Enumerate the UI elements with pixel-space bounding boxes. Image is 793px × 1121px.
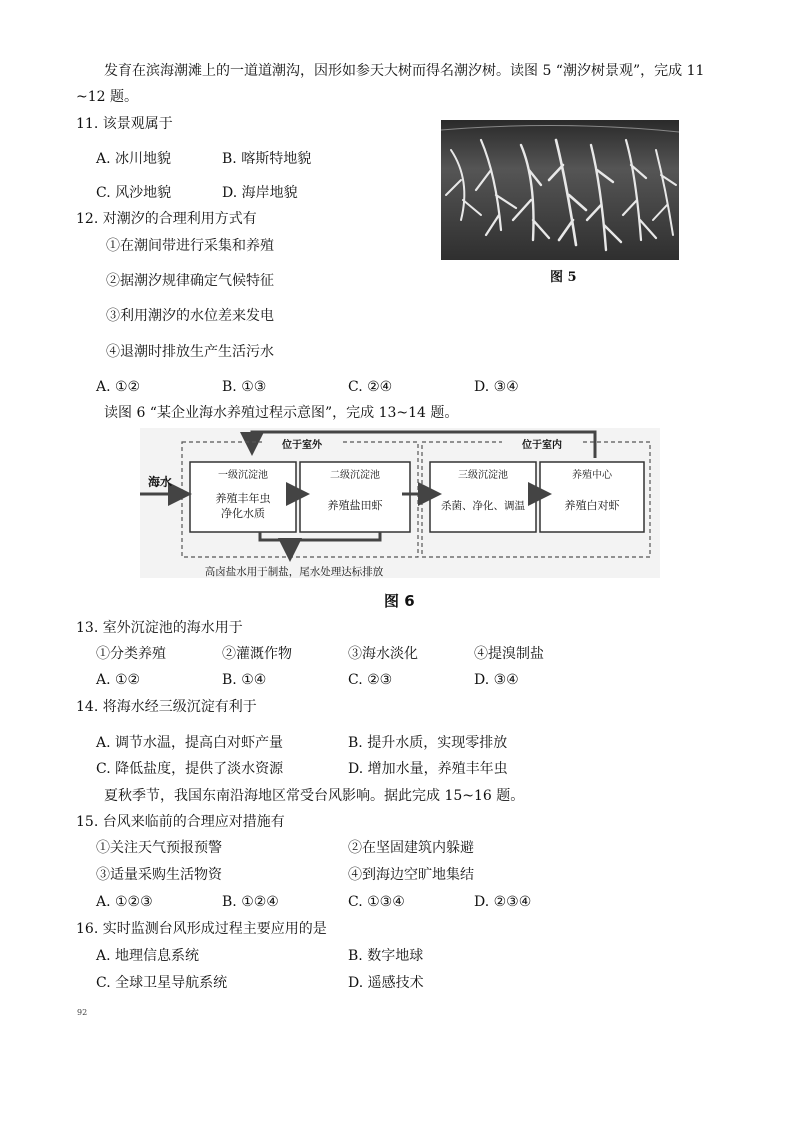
q16-option-b: B. 数字地球 <box>348 948 424 964</box>
q14-option-a: A. 调节水温，提高白对虾产量 <box>96 735 284 751</box>
outdoor-label: 位于室外 <box>282 440 322 451</box>
q12-item-4: ④退潮时排放生产生活污水 <box>106 344 274 360</box>
q15-option-b: B. ①②④ <box>222 894 279 910</box>
q12-option-b: B. ①③ <box>222 379 267 395</box>
q12-stem: 12. 对潮汐的合理利用方式有 <box>76 211 257 227</box>
q13-item-1: ①分类养殖 <box>96 646 166 662</box>
q15-item-4: ④到海边空旷地集结 <box>348 867 474 883</box>
center-title: 养殖中心 <box>572 470 612 481</box>
q11-stem: 11. 该景观属于 <box>76 116 173 132</box>
q13-option-b: B. ①④ <box>222 672 267 688</box>
figure-6-caption: 图 6 <box>384 592 415 610</box>
q12-option-c: C. ②④ <box>348 379 393 395</box>
q12-option-a: A. ①② <box>96 379 141 395</box>
q14-option-b: B. 提升水质，实现零排放 <box>348 735 508 751</box>
q13-item-2: ②灌溉作物 <box>222 646 292 662</box>
q15-item-1: ①关注天气预报预警 <box>96 840 222 856</box>
q16-option-d: D. 遥感技术 <box>348 975 424 991</box>
q13-stem: 13. 室外沉淀池的海水用于 <box>76 620 243 636</box>
q14-stem: 14. 将海水经三级沉淀有利于 <box>76 699 257 715</box>
pool-2-title: 二级沉淀池 <box>330 470 380 481</box>
q11-option-a: A. 冰川地貌 <box>96 151 172 167</box>
intro-paragraph-2: 读图 6 “某企业海水养殖过程示意图”，完成 13~14 题。 <box>104 405 459 421</box>
q15-stem: 15. 台风来临前的合理应对措施有 <box>76 814 285 830</box>
q12-item-2: ②据潮汐规律确定气候特征 <box>106 273 274 289</box>
q13-option-a: A. ①② <box>96 672 141 688</box>
q14-option-d: D. 增加水量，养殖丰年虫 <box>348 761 508 777</box>
pool-1-body-1: 养殖丰年虫 <box>215 492 271 505</box>
q12-item-1: ①在潮间带进行采集和养殖 <box>106 238 274 254</box>
q16-option-a: A. 地理信息系统 <box>96 948 200 964</box>
q13-item-4: ④提溴制盐 <box>474 646 544 662</box>
q11-option-d: D. 海岸地貌 <box>222 185 298 201</box>
pool-1-body-2: 净化水质 <box>221 507 265 520</box>
pool-3-title: 三级沉淀池 <box>458 470 508 481</box>
pool-3-body: 杀菌、净化、调温 <box>441 500 525 512</box>
pool-1-title: 一级沉淀池 <box>218 470 268 481</box>
outflow-label: 高卤盐水用于制盐，尾水处理达标排放 <box>204 566 384 578</box>
center-body: 养殖白对虾 <box>564 499 620 512</box>
q11-option-b: B. 喀斯特地貌 <box>222 151 312 167</box>
q15-option-a: A. ①②③ <box>96 894 153 910</box>
q15-item-3: ③适量采购生活物资 <box>96 867 222 883</box>
q13-option-d: D. ③④ <box>474 672 519 688</box>
figure-5-caption: 图 5 <box>550 270 577 285</box>
pool-2-body: 养殖盐田虾 <box>327 499 383 512</box>
q13-option-c: C. ②③ <box>348 672 393 688</box>
q15-option-d: D. ②③④ <box>474 894 532 910</box>
q15-option-c: C. ①③④ <box>348 894 405 910</box>
page-number: 92 <box>77 1008 88 1017</box>
seawater-label: 海水 <box>147 475 173 489</box>
tidal-tree-photo <box>441 120 679 260</box>
aquaculture-process-diagram <box>140 428 660 588</box>
q14-option-c: C. 降低盐度，提供了淡水资源 <box>96 761 284 777</box>
q12-option-d: D. ③④ <box>474 379 519 395</box>
intro-paragraph-1: 发育在滨海潮滩上的一道道潮沟，因形如参天大树而得名潮汐树。读图 5 “潮汐树景观”，完成 11 <box>104 63 705 79</box>
q13-item-3: ③海水淡化 <box>348 646 418 662</box>
intro-paragraph-1-cont: ~12 题。 <box>76 89 138 105</box>
q11-option-c: C. 风沙地貌 <box>96 185 172 201</box>
indoor-label: 位于室内 <box>522 440 562 451</box>
q12-item-3: ③利用潮汐的水位差来发电 <box>106 308 274 324</box>
q16-stem: 16. 实时监测台风形成过程主要应用的是 <box>76 921 327 937</box>
q15-item-2: ②在坚固建筑内躲避 <box>348 840 474 856</box>
tidal-tree-illustration <box>441 120 679 260</box>
intro-paragraph-3: 夏秋季节，我国东南沿海地区常受台风影响。据此完成 15~16 题。 <box>104 788 525 804</box>
q16-option-c: C. 全球卫星导航系统 <box>96 975 228 991</box>
